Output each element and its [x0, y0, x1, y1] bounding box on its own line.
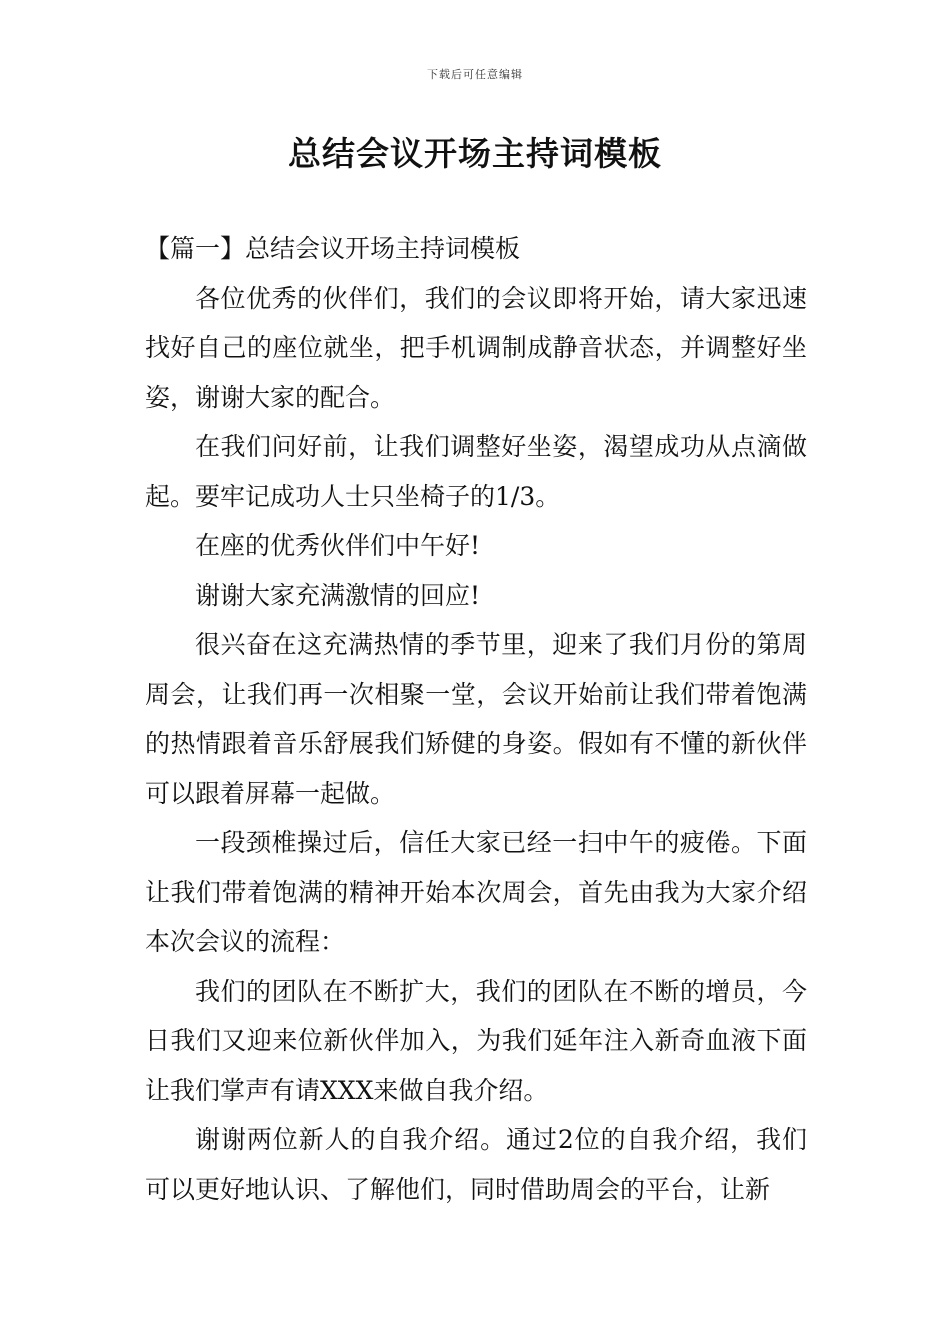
paragraph: 一段颈椎操过后，信任大家已经一扫中午的疲倦。下面让我们带着饱满的精神开始本次周会，首先由我为大家介绍本次会议的流程： — [145, 828, 807, 956]
paragraph: 谢谢大家充满激情的回应! — [195, 580, 481, 610]
paragraph: 很兴奋在这充满热情的季节里，迎来了我们月份的第周周会，让我们再一次相聚一堂，会议开始前让我们带着饱满的热情跟着音乐舒展我们矫健的身姿。假如有不懂的新伙伴可以跟着屏幕一起做。 — [145, 630, 807, 808]
document-title: 总结会议开场主持词模板 — [288, 134, 662, 173]
paragraph: 谢谢两位新人的自我介绍。通过2位的自我介绍，我们可以更好地认识、了解他们，同时借助周会的平台，让新 — [145, 1125, 807, 1204]
paragraph: 我们的团队在不断扩大，我们的团队在不断的增员，今日我们又迎来位新伙伴加入，为我们延年注入新奇血液下面让我们掌声有请XXX来做自我介绍。 — [145, 976, 807, 1105]
paragraph: 各位优秀的伙伴们，我们的会议即将开始，请大家迅速找好自己的座位就坐，把手机调制成静音状态，并调整好坐姿，谢谢大家的配合。 — [145, 283, 807, 412]
header-note: 下载后可任意编辑 — [427, 68, 523, 81]
section-heading: 【篇一】总结会议开场主持词模板 — [145, 234, 521, 263]
paragraph: 在座的优秀伙伴们中午好! — [195, 531, 481, 560]
document-body — [145, 224, 807, 1214]
paragraph: 在我们问好前，让我们调整好坐姿，渴望成功从点滴做起。要牢记成功人士只坐椅子的1/3。 — [145, 432, 807, 511]
